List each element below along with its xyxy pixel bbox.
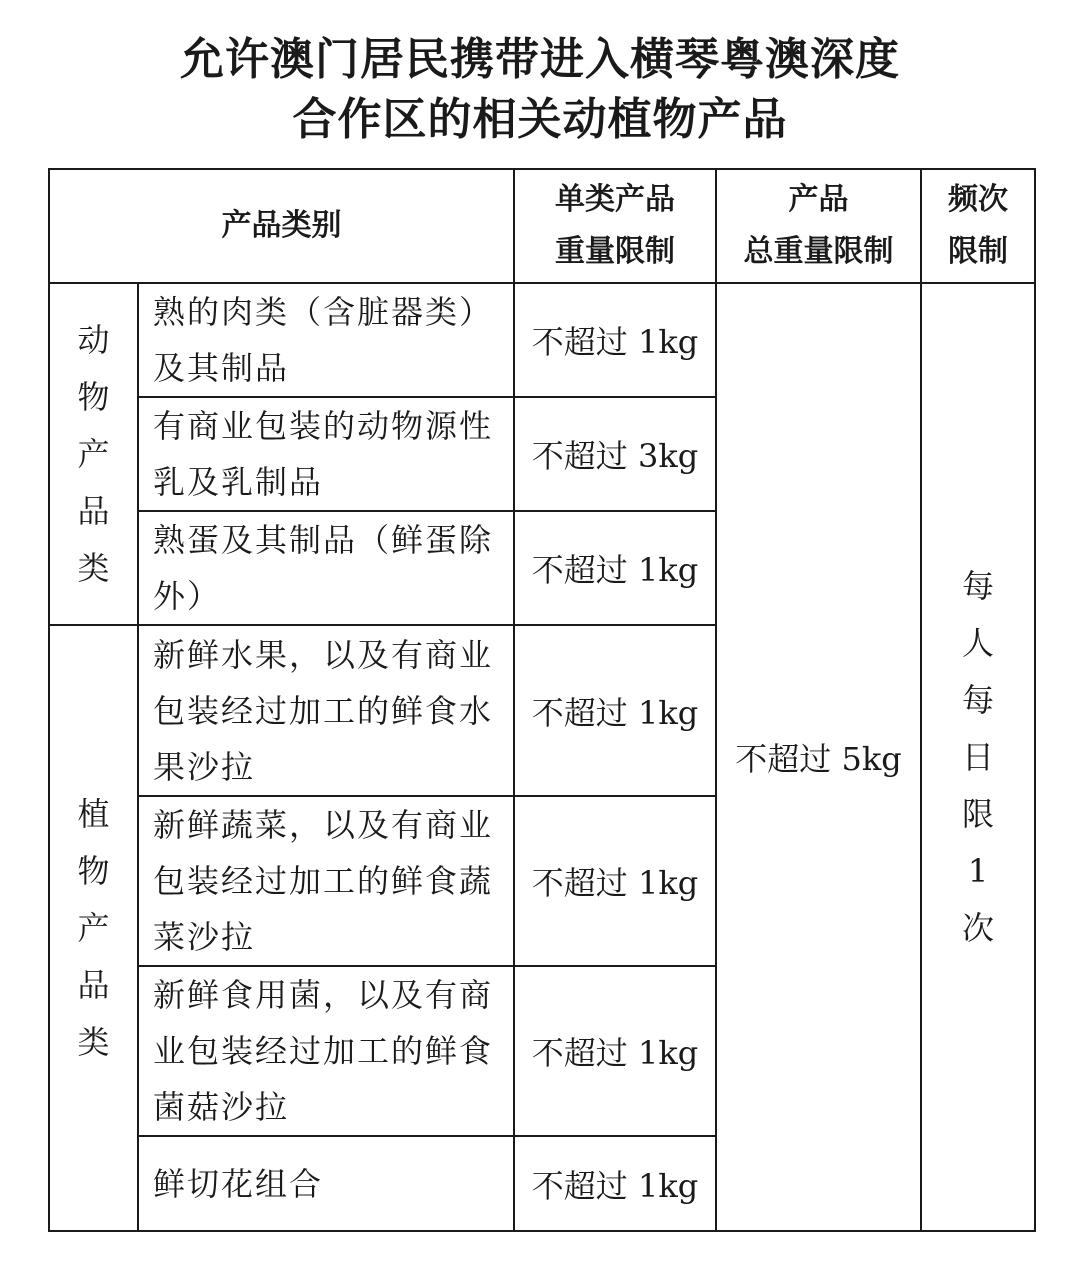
header-single-limit: [514, 169, 716, 283]
title-line-1: 允许澳门居民携带进入横琴粤澳深度: [180, 34, 900, 85]
product-name: 新鲜蔬菜，以及有商业包装经过加工的鲜食蔬菜沙拉: [138, 796, 514, 966]
header-frequency-line-1: 频次: [948, 182, 1008, 217]
frequency-char: 每: [961, 680, 994, 719]
group-char: 植: [77, 794, 110, 833]
frequency-char: 每: [961, 566, 994, 605]
group-char: 产: [77, 434, 110, 473]
group-plant-products: [49, 625, 138, 1231]
single-limit: 不超过 1kg: [514, 796, 716, 966]
header-single-limit-line-2: 重量限制: [555, 234, 675, 269]
table-header-row: [49, 169, 1035, 283]
total-limit: 不超过 5kg: [716, 283, 921, 1231]
group-char: 动: [77, 320, 110, 359]
single-limit: 不超过 3kg: [514, 397, 716, 511]
table-row: [49, 283, 1035, 397]
group-char: 类: [77, 1022, 110, 1061]
single-limit: 不超过 1kg: [514, 966, 716, 1136]
frequency-char: 人: [961, 623, 994, 662]
group-char: 类: [77, 548, 110, 587]
single-limit: 不超过 1kg: [514, 1136, 716, 1231]
single-limit: 不超过 1kg: [514, 625, 716, 796]
group-char: 品: [77, 491, 110, 530]
header-frequency-line-2: 限制: [948, 234, 1008, 269]
frequency-limit: [921, 283, 1035, 1231]
frequency-char: 1: [967, 851, 989, 890]
group-char: 物: [77, 851, 110, 890]
group-char: 产: [77, 908, 110, 947]
group-animal-products: [49, 283, 138, 625]
frequency-char: 次: [961, 908, 994, 947]
header-single-limit-line-1: 单类产品: [555, 182, 675, 217]
header-category: 产品类别: [49, 169, 514, 283]
header-total-limit: [716, 169, 921, 283]
product-name: 鲜切花组合: [138, 1136, 514, 1231]
product-name: 熟蛋及其制品（鲜蛋除外）: [138, 511, 514, 625]
single-limit: 不超过 1kg: [514, 283, 716, 397]
product-name: 有商业包装的动物源性乳及乳制品: [138, 397, 514, 511]
product-name: 新鲜食用菌，以及有商业包装经过加工的鲜食菌菇沙拉: [138, 966, 514, 1136]
frequency-char: 限: [961, 794, 994, 833]
product-name: 熟的肉类（含脏器类）及其制品: [138, 283, 514, 397]
header-total-limit-line-1: 产品: [788, 182, 849, 217]
document-title: [0, 30, 1080, 150]
header-frequency: [921, 169, 1035, 283]
product-name: 新鲜水果，以及有商业包装经过加工的鲜食水果沙拉: [138, 625, 514, 796]
single-limit: 不超过 1kg: [514, 511, 716, 625]
header-total-limit-line-2: 总重量限制: [743, 234, 894, 269]
products-table: [48, 168, 1036, 1232]
title-line-2: 合作区的相关动植物产品: [292, 94, 788, 145]
group-char: 物: [77, 377, 110, 416]
group-char: 品: [77, 965, 110, 1004]
frequency-char: 日: [961, 737, 994, 776]
